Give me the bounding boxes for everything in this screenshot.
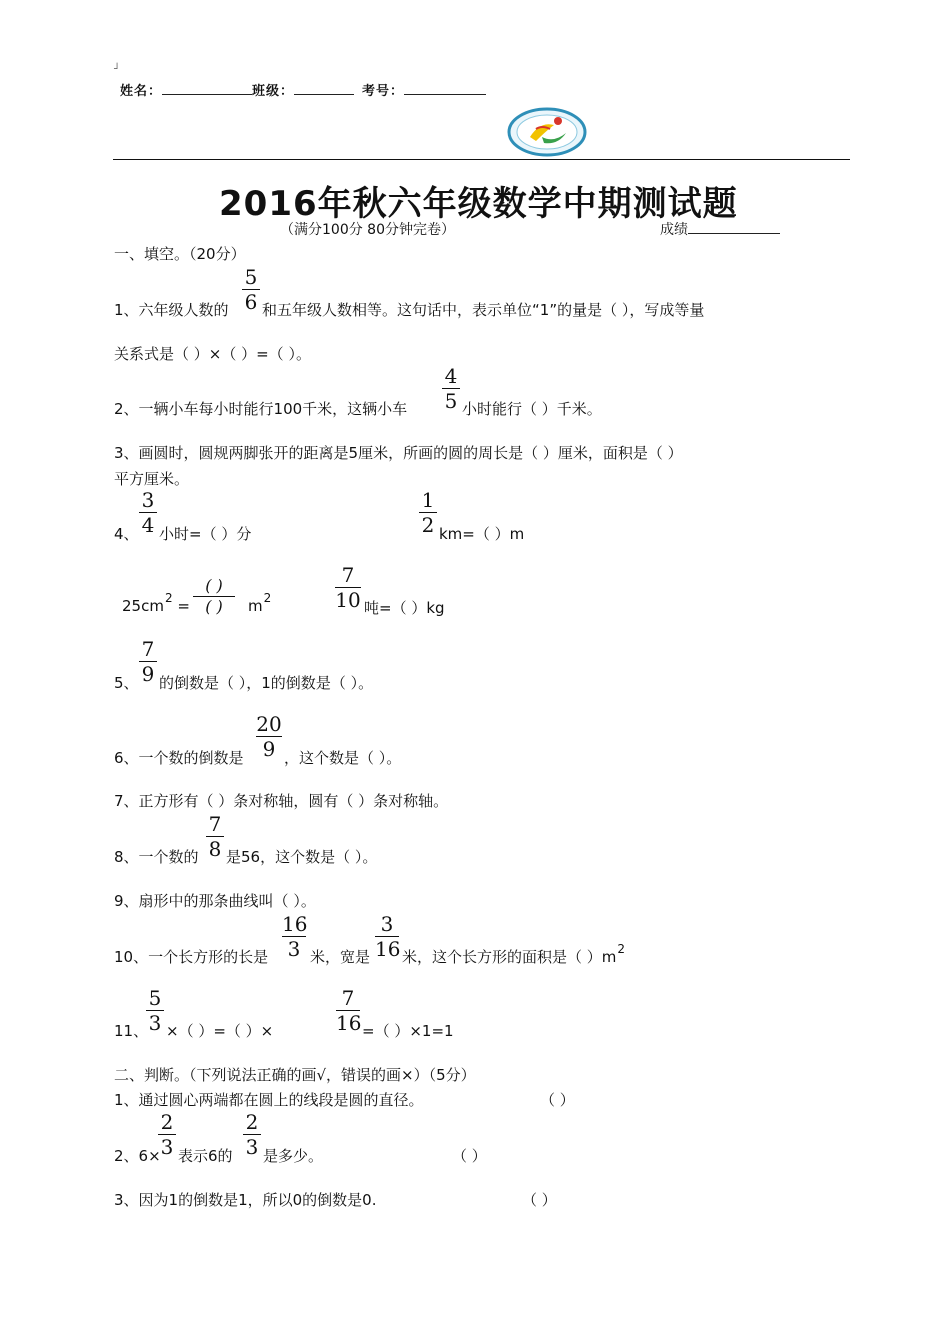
q4c-expression: $25cm^2$ = — [122, 591, 190, 615]
q5-fraction: 7 9 — [139, 638, 157, 685]
q11-post: =（ ）×1=1 — [362, 1022, 454, 1040]
q11-fraction1: 5 3 — [146, 987, 164, 1034]
score-row — [660, 219, 780, 239]
q3-line1: 3、画圆时，圆规两脚张开的距离是5厘米，所画的圆的周长是（ ）厘米，面积是（ ） — [114, 444, 683, 462]
student-info-row — [120, 80, 486, 99]
s2-q3-answer[interactable]: （ ） — [522, 1191, 557, 1209]
id-label: 考号： — [362, 84, 405, 99]
q1-fraction: 5 6 — [242, 266, 260, 313]
q4d-text: 吨=（ ）kg — [364, 599, 445, 617]
q9-text: 9、扇形中的那条曲线叫（ ）。 — [114, 892, 316, 910]
s2-q3-text: 3、因为1的倒数是1，所以0的倒数是0. — [114, 1191, 377, 1209]
q5-post: 的倒数是（ ），1的倒数是（ ）。 — [159, 674, 374, 692]
school-logo-icon — [506, 107, 588, 157]
q10-pre: 10、一个长方形的长是 — [114, 948, 269, 966]
q4-num: 4、 — [114, 525, 139, 543]
q6-post: ，这个数是（ ）。 — [284, 749, 402, 767]
s2-q2-mid: 表示6的 — [178, 1147, 233, 1165]
s2-q2-post: 是多少。 — [263, 1147, 324, 1165]
q8-post: 是56，这个数是（ ）。 — [226, 848, 378, 866]
name-label: 姓名： — [120, 84, 163, 99]
q2-post: 小时能行（ ）千米。 — [462, 400, 602, 418]
q11-mid: ×（ ）=（ ）× — [166, 1022, 274, 1040]
q10-fraction-length: 16 3 — [282, 912, 308, 961]
s2-q2-pre: 2、6× — [114, 1147, 161, 1165]
class-label: 班级： — [252, 84, 295, 99]
q4d-fraction: 7 10 — [335, 563, 361, 612]
s2-q1-text: 1、通过圆心两端都在圆上的线段是圆的直径。 — [114, 1091, 424, 1109]
q11-num: 11、 — [114, 1022, 149, 1040]
s2-q2-fraction2: 2 3 — [243, 1111, 261, 1158]
q5-num: 5、 — [114, 674, 139, 692]
corner-mark: ┘ — [114, 64, 121, 75]
header-divider — [113, 159, 850, 160]
class-field[interactable] — [294, 82, 354, 95]
q6-pre: 6、一个数的倒数是 — [114, 749, 244, 767]
q10-post: 米，这个长方形的面积是（ ）$m^2$ — [402, 942, 626, 966]
q4c-fraction: ( ) ( ) — [193, 577, 235, 616]
score-label: 成绩 — [660, 222, 688, 238]
s2-q2-answer[interactable]: （ ） — [452, 1147, 487, 1165]
q10-mid: 米，宽是 — [310, 948, 371, 966]
score-field[interactable] — [688, 221, 780, 234]
s2-q1-answer[interactable]: （ ） — [540, 1091, 575, 1109]
name-field[interactable] — [162, 82, 252, 95]
q4b-text: km=（ ）m — [439, 525, 525, 543]
page-title: 2016年秋六年级数学中期测试题 — [219, 184, 738, 224]
q1-pre: 1、六年级人数的 — [114, 301, 229, 319]
id-field[interactable] — [404, 82, 486, 95]
q10-fraction-width: 3 16 — [375, 912, 401, 961]
q6-fraction: 20 9 — [256, 712, 282, 761]
q4b-fraction: 1 2 — [419, 489, 437, 536]
q2-fraction: 4 5 — [442, 365, 460, 412]
q1-post: 和五年级人数相等。这句话中，表示单位“1”的量是（ ），写成等量 — [262, 301, 705, 319]
q4a-text: 小时=（ ）分 — [159, 525, 252, 543]
q7-text: 7、正方形有（ ）条对称轴，圆有（ ）条对称轴。 — [114, 792, 449, 810]
section1-heading: 一、填空。（20分） — [114, 245, 246, 263]
q4c-unit: $m^2$ — [248, 591, 272, 615]
subtitle: （满分100分 80分钟完卷） — [280, 222, 455, 238]
section2-heading: 二、判断。（下列说法正确的画√，错误的画×）（5分） — [114, 1066, 476, 1084]
q3-line2: 平方厘米。 — [114, 470, 190, 488]
q8-fraction: 7 8 — [206, 813, 224, 860]
q2-pre: 2、一辆小车每小时能行100千米，这辆小车 — [114, 400, 408, 418]
q11-fraction2: 7 16 — [336, 986, 362, 1035]
q4a-fraction: 3 4 — [139, 489, 157, 536]
s2-q2-fraction1: 2 3 — [158, 1111, 176, 1158]
q8-pre: 8、一个数的 — [114, 848, 199, 866]
q1-line2: 关系式是（ ）×（ ）=（ ）。 — [114, 345, 311, 363]
